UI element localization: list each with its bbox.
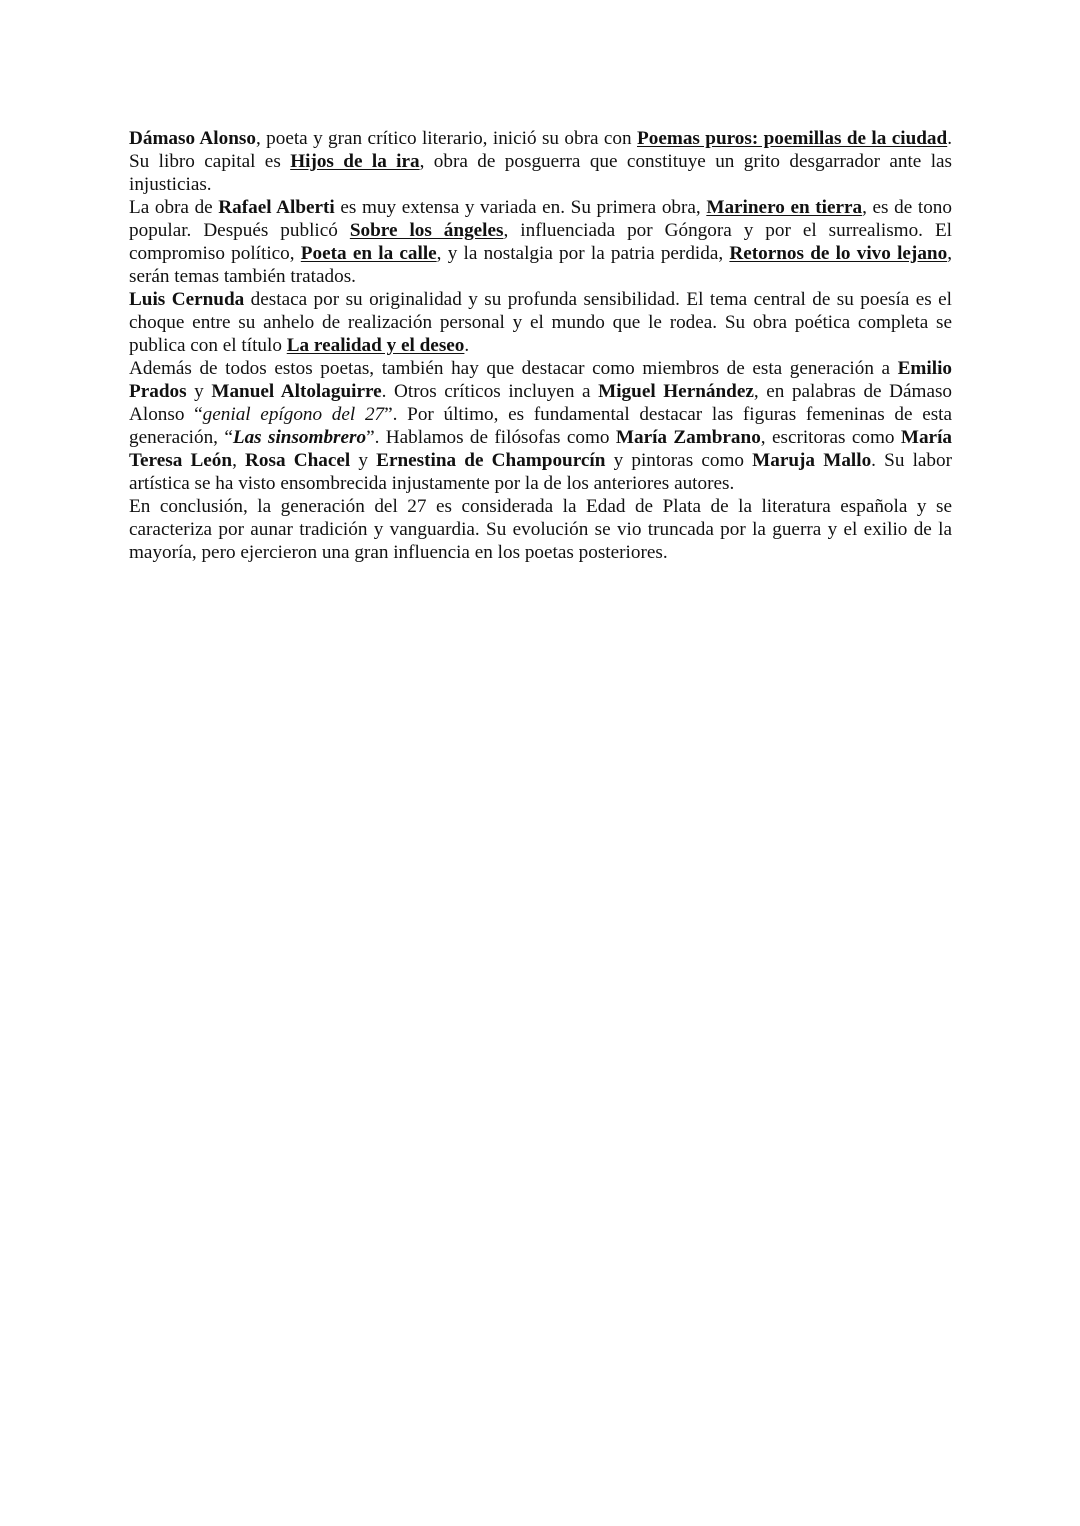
text-run: es muy extensa y variada en. Su primera obra, [334,197,707,218]
text-run: . Su labor artística se ha visto ensombrecida injustamente por la de los anteriores autores. [129,450,953,494]
group-name: Las sinsombrero [232,427,367,448]
document-page [129,127,952,564]
text-run: , [232,450,246,471]
text-run: . Su libro capital es [129,128,952,172]
text-run: , es de tono popular. Después publicó [129,197,952,241]
work-title: Marinero en tierra [706,197,863,218]
text-run: , influenciada por Góngora y por el surrealismo. El compromiso político, [129,220,952,264]
text-run: y pintoras como [605,450,753,471]
work-title: Poemas puros: poemillas de la ciudad [637,128,948,149]
text-run: . [464,335,470,356]
author-name: Rosa Chacel [245,450,351,471]
text-run: y [186,381,212,402]
text-run: , serán temas también tratados. [129,243,952,287]
text-run: , y la nostalgia por la patria perdida, [436,243,730,264]
text-run: , en palabras de Dámaso Alonso “ [129,381,953,425]
paragraph-conclusion [129,495,952,564]
text-run: La obra de [129,197,219,218]
text-run: . Otros críticos incluyen a [381,381,599,402]
work-title: Hijos de la ira [290,151,420,172]
text-run: , poeta y gran crítico literario, inició su obra con [255,128,637,149]
paragraph-other-members [129,357,952,495]
text-run: ”. Por último, es fundamental destacar las figuras femeninas de esta generación, “ [129,404,953,448]
author-name: María Teresa León [129,427,952,471]
paragraph-damaso-alonso [129,127,952,196]
author-name: Manuel Altolaguirre [211,381,382,402]
text-run: En conclusión, la generación del 27 es considerada la Edad de Plata de la literatura española y se caracteriza por aunar tradición y vanguardia. Su evolución se vio truncada por la guerra y el exilio de la mayoría, pero ejercieron una gran influencia en los poetas posteriores. [129,496,952,563]
work-title: Poeta en la calle [300,243,437,264]
text-run: Además de todos estos poetas, también hay que destacar como miembros de esta generación a [129,358,898,379]
text-run: destaca por su originalidad y su profunda sensibilidad. El tema central de su poesía es el choque entre su anhelo de realización personal y el mundo que le rodea. Su obra poética completa se publica con el título [129,289,953,356]
author-name: Ernestina de Champourcín [376,450,606,471]
text-run: , escritoras como [760,427,901,448]
author-name: Emilio Prados [129,358,952,402]
text-run: ”. Hablamos de filósofas como [366,427,616,448]
quotation: genial epígono del 27 [202,404,385,425]
work-title: Sobre los ángeles [349,220,504,241]
author-name: Maruja Mallo [752,450,872,471]
author-name: Rafael Alberti [218,197,335,218]
author-name: Miguel Hernández [598,381,754,402]
work-title: La realidad y el deseo [286,335,465,356]
author-name: María Zambrano [615,427,761,448]
work-title: Retornos de lo vivo lejano [729,243,948,264]
paragraph-luis-cernuda [129,288,952,357]
author-name: Luis Cernuda [129,289,245,310]
text-run: , obra de posguerra que constituye un grito desgarrador ante las injusticias. [129,151,953,195]
paragraph-rafael-alberti [129,196,952,288]
text-run: y [350,450,377,471]
author-name: Dámaso Alonso [129,128,256,149]
